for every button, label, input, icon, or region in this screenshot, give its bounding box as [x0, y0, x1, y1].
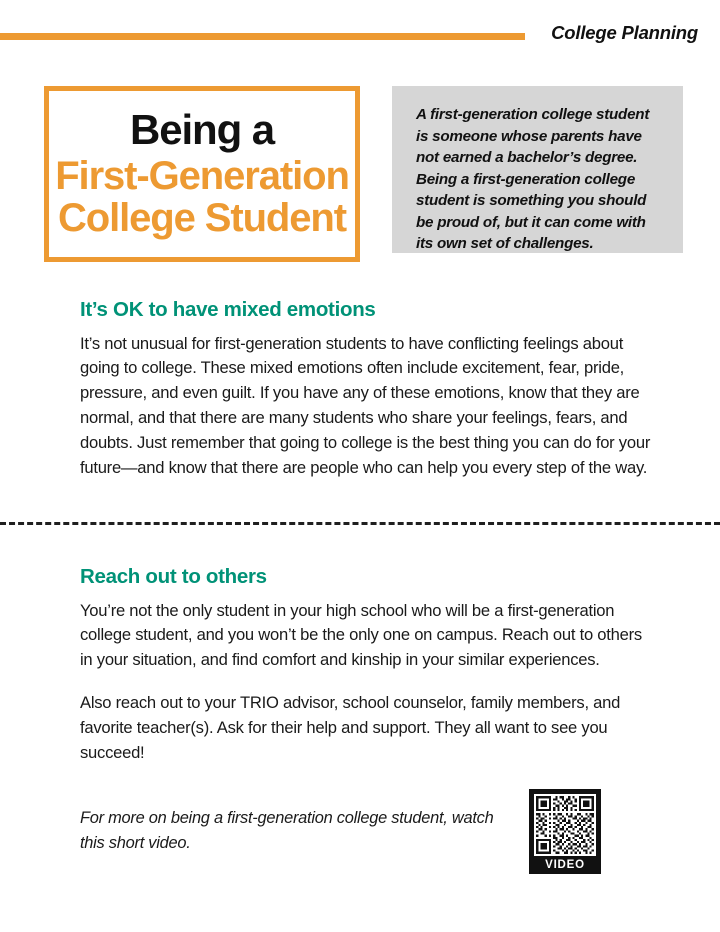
- section-reach-out: [80, 565, 652, 765]
- definition-callout: [392, 86, 683, 253]
- header-orange-rule: [0, 33, 525, 40]
- title-box: [44, 86, 360, 262]
- page-title-line-1: Being a: [130, 106, 274, 154]
- section-heading: It’s OK to have mixed emotions: [80, 298, 376, 321]
- dashed-divider: [0, 522, 720, 525]
- definition-text: A first-generation college student is someone whose parents have not earned a bachelor’s degree. Being a first-generation college student is something you should be proud of, but it can come with its own set of challenges.: [416, 106, 650, 253]
- video-qr-card[interactable]: [529, 789, 601, 874]
- qr-video-label: VIDEO: [545, 859, 585, 871]
- section-paragraph: It’s not unusual for first-generation students to have conflicting feelings about going to college. These mixed emotions often include excitement, fear, pride, pressure, and even guilt. If you have any of these emotions, know that they are normal, and that there are many students who share your feelings, fears, and doubts. Just remember that going to college is the best thing you can do for your future—and know that there are people who can help you every step of the way.: [80, 333, 651, 477]
- section-heading: Reach out to others: [80, 565, 267, 588]
- section-paragraph: Also reach out to your TRIO advisor, school counselor, family members, and favorite teacher(s). Ask for their help and support. They all want to see you succeed!: [80, 692, 621, 762]
- page-title-line-3: College Student: [58, 196, 346, 241]
- section-paragraph: You’re not the only student in your high school who will be a first-generation college student, and you won’t be the only one on campus. Reach out to others in your situation, and find comfort and kinship in your similar experiences.: [80, 600, 642, 670]
- video-note: For more on being a first-generation college student, watch this short video.: [80, 809, 494, 852]
- section-mixed-emotions: [80, 298, 652, 480]
- page-header: [0, 0, 720, 62]
- category-label: College Planning: [551, 22, 698, 43]
- page-title-line-2: First-Generation: [55, 153, 349, 198]
- qr-code-icon[interactable]: [534, 794, 596, 856]
